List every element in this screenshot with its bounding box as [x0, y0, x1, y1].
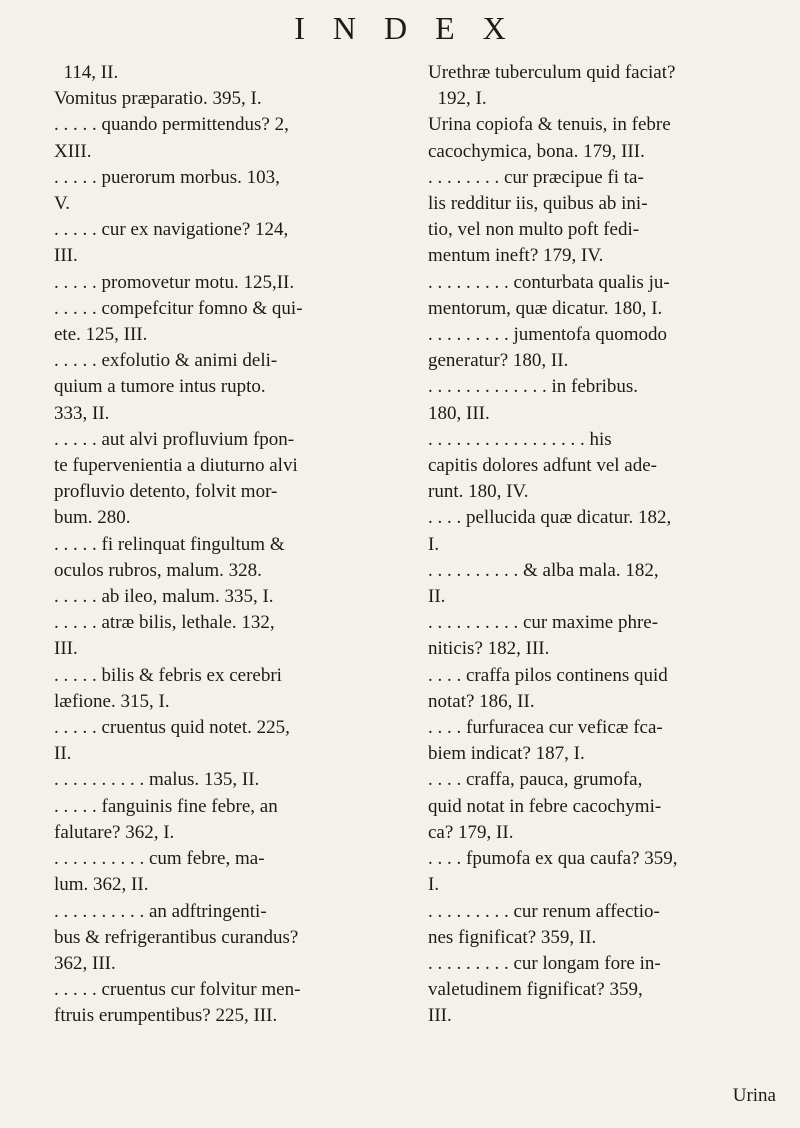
index-line: bus & refrigerantibus curandus? [54, 926, 299, 948]
index-line: I. [428, 874, 440, 896]
index-line: ftruis erumpentibus? 225, III. [54, 1005, 278, 1027]
index-line: . . . . pellucida quæ dicatur. 182, [428, 507, 672, 529]
index-line: cacochymica, bona. 179, III. [428, 140, 645, 162]
index-line: niticis? 182, III. [428, 638, 550, 660]
index-line: 362, III. [54, 952, 116, 974]
index-line: nes fignificat? 359, II. [428, 926, 597, 948]
index-line: bum. 280. [54, 507, 131, 529]
index-line: . . . . . . . . . . cum febre, ma- [54, 848, 265, 870]
page-header: INDEX [294, 10, 534, 46]
index-line: Vomitus præparatio. 395, I. [54, 88, 262, 110]
index-line: . . . . . aut alvi profluvium fpon- [54, 428, 295, 450]
index-line: . . . . . compefcitur fomno & qui- [54, 297, 303, 319]
index-line: I. [428, 533, 440, 555]
index-line: . . . . . . . . . . cur maxime phre- [428, 612, 659, 634]
index-line: . . . . . bilis & febris ex cerebri [54, 664, 282, 686]
index-line: . . . . craffa, pauca, grumofa, [428, 769, 643, 791]
catchword: Urina [732, 1085, 776, 1106]
index-line: . . . . . atræ bilis, lethale. 132, [54, 612, 275, 634]
index-line: . . . . . . . . . jumentofa quomodo [428, 324, 668, 346]
index-column-left [54, 60, 384, 1120]
index-line: . . . . . . . . cur præcipue fi ta- [428, 166, 644, 188]
index-line: 114, II. [54, 62, 119, 83]
index-line: . . . . . . . . . cur longam fore in- [428, 952, 661, 974]
index-line: . . . . fpumofa ex qua caufa? 359, [428, 848, 678, 870]
index-line: . . . . . . . . . . . . . in febribus. [428, 376, 639, 398]
index-line: 192, I. [428, 88, 487, 110]
index-line: capitis dolores adfunt vel ade- [428, 455, 657, 477]
index-line: biem indicat? 187, I. [428, 743, 585, 765]
index-line: 333, II. [54, 402, 110, 424]
index-line: . . . . . cruentus quid notet. 225, [54, 717, 290, 739]
index-line: III. [54, 245, 78, 267]
index-line: quid notat in febre cacochymi- [428, 795, 662, 817]
index-line: . . . . . fanguinis fine febre, an [54, 795, 278, 817]
index-line: lis redditur iis, quibus ab ini- [428, 193, 648, 215]
index-line: . . . . . cruentus cur folvitur men- [54, 979, 301, 1001]
index-line: te fupervenientia a diuturno alvi [54, 455, 298, 477]
index-line: tio, vel non multo poft fedi- [428, 219, 640, 241]
index-line: . . . . . quando permittendus? 2, [54, 114, 289, 136]
index-line: runt. 180, IV. [428, 481, 529, 503]
index-line: læfione. 315, I. [54, 690, 170, 712]
index-line: . . . . . . . . . . . . . . . . . his [428, 428, 612, 450]
index-line: V. [54, 193, 71, 215]
index-line: . . . . furfuracea cur veficæ fca- [428, 717, 663, 739]
index-line: . . . . . . . . . . malus. 135, II. [54, 769, 260, 791]
index-line: . . . . . puerorum morbus. 103, [54, 166, 280, 188]
index-line: valetudinem fignificat? 359, [428, 979, 643, 1001]
index-line: Urethræ tuberculum quid faciat? [428, 62, 676, 83]
index-line: Urina copiofa & tenuis, in febre [428, 114, 671, 136]
index-line: III. [54, 638, 78, 660]
index-line: notat? 186, II. [428, 690, 535, 712]
index-line: mentum ineft? 179, IV. [428, 245, 604, 267]
index-line: XIII. [54, 140, 92, 162]
index-line: II. [428, 586, 446, 608]
index-line: quium a tumore intus rupto. [54, 376, 266, 398]
index-line: . . . . . promovetur motu. 125,II. [54, 271, 295, 293]
index-line: ca? 179, II. [428, 821, 514, 843]
index-line: ete. 125, III. [54, 324, 148, 346]
index-line: . . . . . cur ex navigatione? 124, [54, 219, 289, 241]
index-line: . . . . . . . . . conturbata qualis ju- [428, 271, 670, 293]
index-line: . . . . . fi relinquat fingultum & [54, 533, 285, 555]
index-line: II. [54, 743, 72, 765]
index-line: lum. 362, II. [54, 874, 149, 896]
index-line: falutare? 362, I. [54, 821, 175, 843]
index-line: . . . . . exfolutio & animi deli- [54, 350, 278, 372]
index-line: 180, III. [428, 402, 490, 424]
index-line: mentorum, quæ dicatur. 180, I. [428, 297, 663, 319]
index-line: . . . . . ab ileo, malum. 335, I. [54, 586, 274, 608]
index-line: . . . . . . . . . cur renum affectio- [428, 900, 660, 922]
index-line: III. [428, 1005, 452, 1027]
index-line: . . . . craffa pilos continens quid [428, 664, 668, 686]
index-line: . . . . . . . . . . an adftringenti- [54, 900, 267, 922]
index-line: profluvio detento, folvit mor- [54, 481, 278, 503]
index-line: . . . . . . . . . . & alba mala. 182, [428, 559, 659, 581]
index-line: oculos rubros, malum. 328. [54, 559, 262, 581]
index-line: generatur? 180, II. [428, 350, 569, 372]
index-column-right [428, 60, 773, 1120]
